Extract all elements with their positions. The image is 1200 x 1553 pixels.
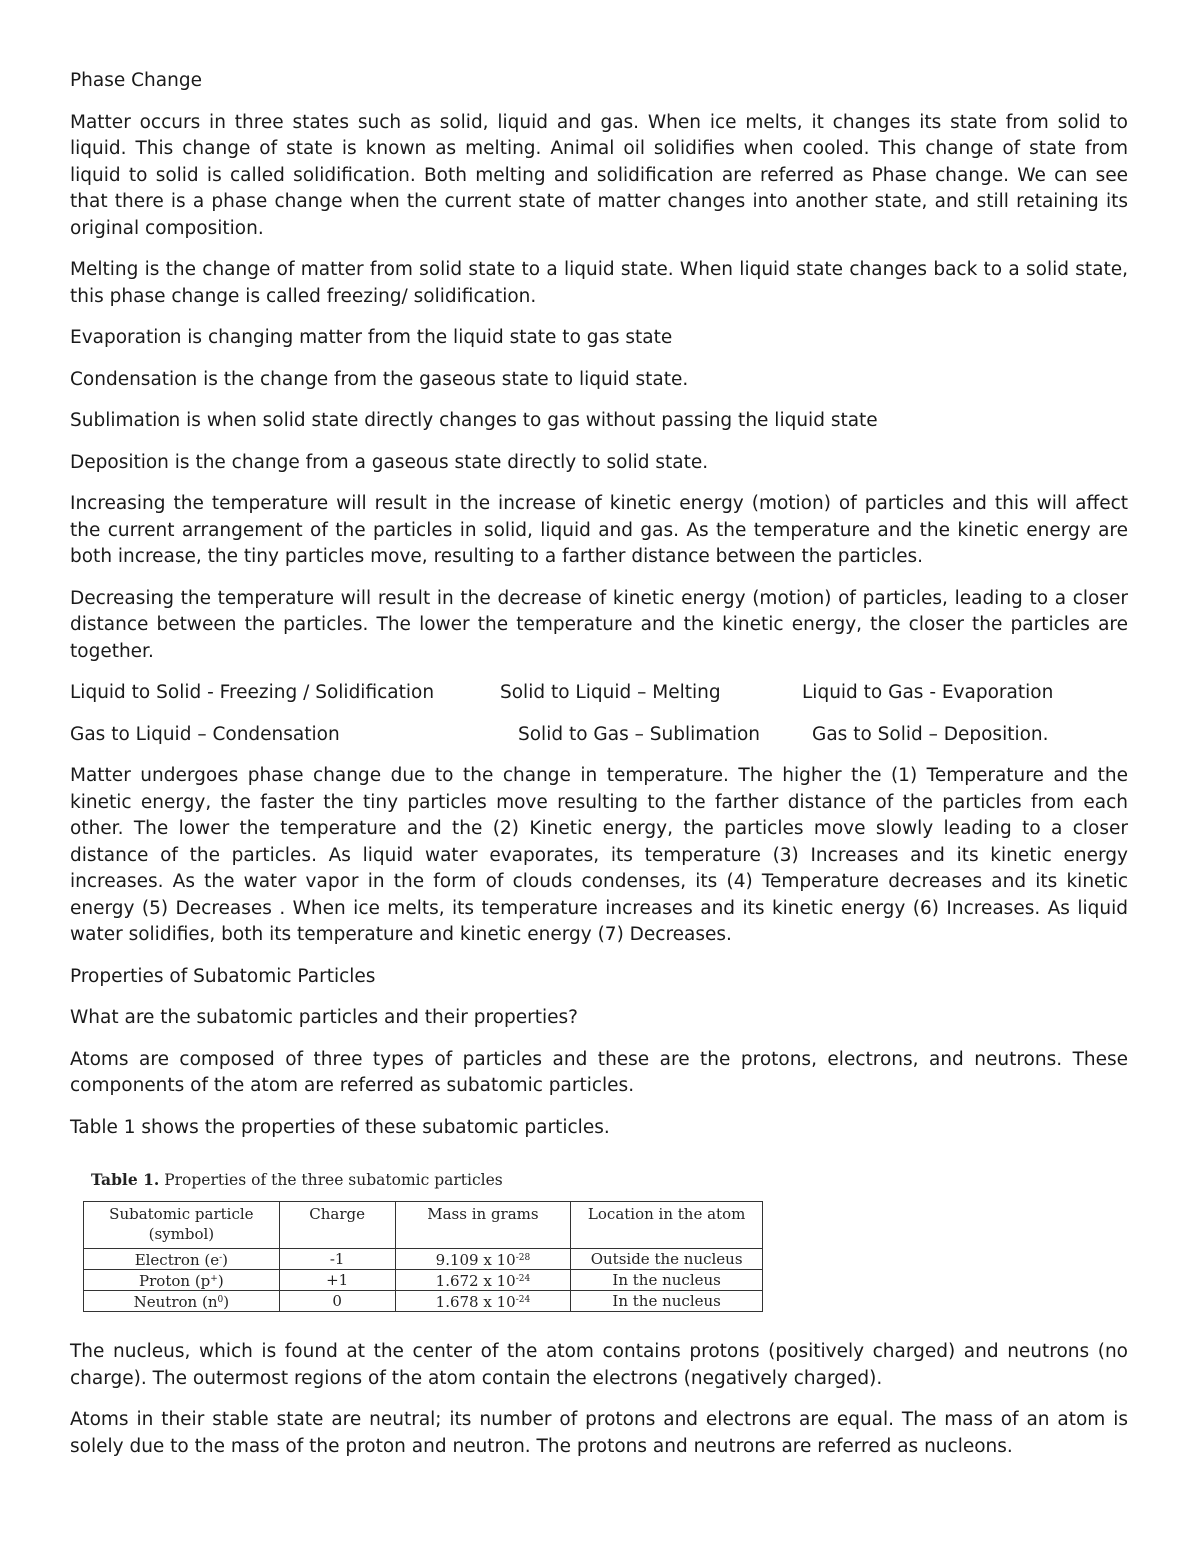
phase-item: Solid to Gas – Sublimation [518,723,761,745]
particle-symbol-sup: - [219,1253,223,1263]
mass-exponent: -24 [515,1274,531,1284]
cell-particle: Proton (p+) [84,1270,280,1291]
table-header: Location in the atom [571,1202,763,1249]
phase-item: Gas to Solid – Deposition. [812,723,1049,745]
mass-value: 9.109 x 10 [435,1251,516,1269]
paragraph-table-intro: Table 1 shows the properties of these subatomic particles. [70,1116,610,1138]
table-caption-text: Properties of the three subatomic particles [159,1171,503,1189]
cell-particle: Neutron $(n^0)$ [84,1291,280,1312]
paragraph-increasing-temp: Increasing the temperature will result in the increase of kinetic energy (motion) of particles and this will affect the current arrangement of the particles in solid, liquid and gas. As the temperature and the kinetic energy are both increase, the tiny particles move, resulting to a farther distance between the particles. [70,493,1128,567]
paragraph-melting: Melting is the change of matter from solid state to a liquid state. When liquid state changes back to a solid state, this phase change is called freezing/ solidification. [70,259,1128,307]
phase-item: Gas to Liquid – Condensation [70,723,340,745]
cell-charge: -1 [279,1249,395,1270]
paragraph-stable-atoms: Atoms in their stable state are neutral; its number of protons and electrons are equal. The mass of an atom is solely due to the mass of the proton and neutron. The protons and neutrons are referred as nucleons. [70,1409,1128,1457]
document-body-continued [70,1339,1128,1460]
particle-name: Proton (p [139,1272,211,1290]
table-header: Mass in grams [395,1202,571,1249]
phase-change-row-1 [70,680,1128,707]
page-title: Phase Change [70,70,202,91]
mass-exponent: -24 [515,1295,531,1305]
particle-name: Electron (e [134,1251,220,1269]
table-header: Subatomic particle (symbol) [84,1202,280,1249]
paragraph-evaporation: Evaporation is changing matter from the liquid state to gas state [70,327,673,348]
cell-mass [395,1291,571,1312]
table-row [84,1291,763,1312]
cell-mass [395,1270,571,1291]
cell-location: Outside the nucleus [571,1249,763,1270]
particle-symbol-sup: + [210,1274,218,1284]
particle-symbol-sup: 0 [217,1295,224,1305]
phase-change-row-2 [70,722,1128,749]
table-header-row [84,1202,763,1249]
paragraph-sublimation: Sublimation is when solid state directly changes to gas without passing the liquid state [70,410,878,431]
phase-item: Liquid to Gas - Evaporation [802,682,1054,703]
subatomic-table-figure [83,1170,763,1312]
cell-location: In the nucleus [571,1270,763,1291]
paragraph-decreasing-temp: Decreasing the temperature will result in the decrease of kinetic energy (motion) of particles, leading to a closer distance between the particles. The lower the temperature and the kinetic energy, the closer the particles are together. [70,587,1128,662]
phase-item: Solid to Liquid – Melting [500,682,721,703]
paragraph-nucleus: The nucleus, which is found at the center of the atom contains protons (positively charged) and neutrons (no charge). The outermost regions of the atom contain the electrons (negatively charged). [70,1341,1128,1389]
section-heading-subatomic: Properties of Subatomic Particles [70,965,376,987]
cell-particle: Electron (e-) [84,1249,280,1270]
paragraph-question: What are the subatomic particles and their properties? [70,1007,578,1028]
table-row [84,1249,763,1270]
table-caption-label: Table 1. [91,1170,160,1189]
cell-mass [395,1249,571,1270]
paragraph-intro: Matter occurs in three states such as solid, liquid and gas. When ice melts, it changes its state from solid to liquid. This change of state is known as melting. Animal oil solidifies when cooled. This change of state from liquid to solid is called solidification. Both melting and solidification are referred as Phase change. We can see that there is a phase change when the current state of matter changes into another state, and still retaining its original composition. [70,111,1128,239]
phase-item: Liquid to Solid - Freezing / Solidification [70,682,435,703]
mass-value: 1.678 x 10 [435,1293,516,1311]
table-caption [91,1170,763,1189]
paragraph-phase-summary: Matter undergoes phase change due to the change in temperature. The higher the (1) Temperature and the kinetic energy, the faster the tiny particles move resulting to the farther distance of the particles from each other. The lower the temperature and the (2) Kinetic energy, the particles move slowly leading to a closer distance of the particles. As liquid water evaporates, its temperature (3) Increases and its kinetic energy increases. As the water vapor in the form of clouds condenses, its (4) Temperature decreases and its kinetic energy (5) Decreases . When ice melts, its temperature increases and its kinetic energy (6) Increases. As liquid water solidifies, both its temperature and kinetic energy (7) Decreases. [70,765,1128,945]
mass-value: 1.672 x 10 [435,1272,516,1290]
paragraph-condensation: Condensation is the change from the gaseous state to liquid state. [70,368,689,390]
mass-exponent: -28 [515,1253,531,1263]
paragraph-atoms: Atoms are composed of three types of particles and these are the protons, electrons, and neutrons. These components of the atom are referred as subatomic particles. [70,1048,1128,1096]
paragraph-deposition: Deposition is the change from a gaseous state directly to solid state. [70,451,709,473]
cell-charge: 0 [279,1291,395,1312]
table-header: Charge [279,1202,395,1249]
cell-charge: +1 [279,1270,395,1291]
table-row [84,1270,763,1291]
document-body [70,68,1128,1141]
subatomic-table [83,1201,763,1312]
particle-name: Neutron (n [133,1293,218,1311]
cell-location: In the nucleus [571,1291,763,1312]
